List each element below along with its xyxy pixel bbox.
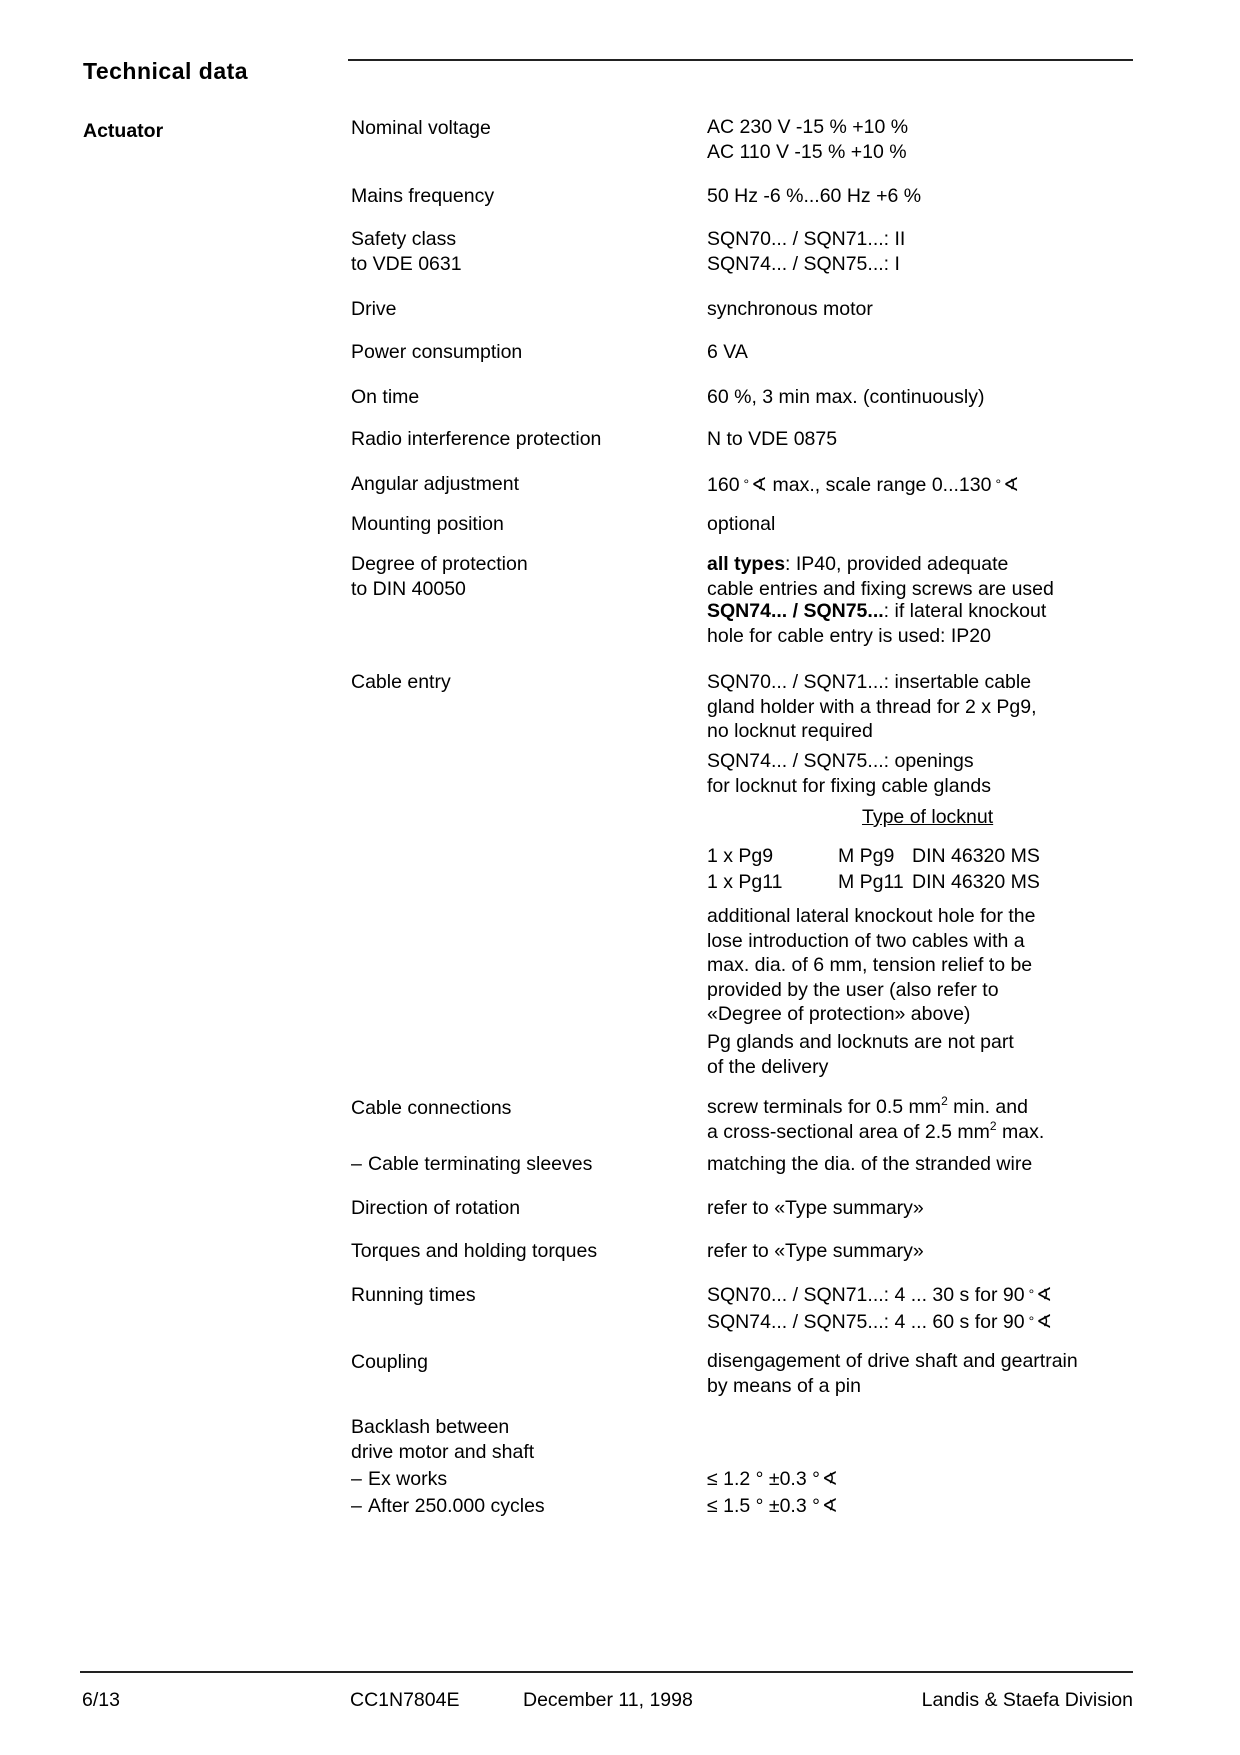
value-line: gland holder with a thread for 2 x Pg9, bbox=[707, 695, 1037, 718]
locknut-table-header: Type of locknut bbox=[862, 806, 994, 828]
spec-value-cable-connections bbox=[707, 1095, 1044, 1144]
section-heading: Actuator bbox=[83, 120, 164, 142]
footer-doc-number: CC1N7804E bbox=[350, 1689, 460, 1711]
spec-value-cable-entry-p3 bbox=[707, 904, 1035, 1027]
value-line: hole for cable entry is used: IP20 bbox=[707, 624, 991, 647]
value-line: AC 230 V -15 % +10 % bbox=[707, 116, 909, 138]
value-line: lose introduction of two cables with a bbox=[707, 929, 1025, 952]
locknut-row bbox=[707, 870, 1040, 895]
superscript: 2 bbox=[941, 1094, 948, 1108]
locknut-type: M Pg9 bbox=[838, 845, 895, 867]
value-line: no locknut required bbox=[707, 720, 873, 742]
degree-icon: ° bbox=[1028, 1312, 1035, 1329]
spec-value-running-times bbox=[707, 1282, 1052, 1335]
superscript: 2 bbox=[989, 1118, 997, 1133]
label-line: Degree of protection bbox=[351, 553, 528, 575]
value-text: screw terminals for 0.5 mm bbox=[707, 1096, 942, 1118]
value-line: cable entries and fixing screws are used bbox=[707, 577, 1054, 600]
footer-division: Landis & Staefa Division bbox=[921, 1689, 1133, 1711]
value-line bbox=[707, 1282, 1052, 1309]
value-line bbox=[707, 599, 1046, 624]
value-text: max., scale range 0...130 bbox=[772, 474, 992, 496]
spec-value-torques: refer to «Type summary» bbox=[707, 1240, 924, 1262]
header-rule bbox=[348, 59, 1133, 61]
value-line: SQN74... / SQN75...: I bbox=[707, 252, 900, 275]
value-text: max. bbox=[996, 1120, 1045, 1143]
spec-label-cable-sleeves bbox=[351, 1152, 592, 1177]
spec-value-angular-adjustment bbox=[707, 472, 1019, 499]
value-line: max. dia. of 6 mm, tension relief to be bbox=[707, 954, 1033, 976]
spec-value-on-time: 60 %, 3 min max. (continuously) bbox=[707, 386, 985, 408]
value-text: SQN74... / SQN75...: 4 ... 60 s for 90 bbox=[707, 1310, 1025, 1333]
value-line: provided by the user (also refer to bbox=[707, 978, 999, 1001]
footer-rule bbox=[80, 1671, 1133, 1673]
spec-label-torques: Torques and holding torques bbox=[351, 1240, 598, 1262]
label-line: to VDE 0631 bbox=[351, 252, 462, 275]
locknut-size: 1 x Pg11 bbox=[707, 871, 783, 893]
spec-value-backlash-ex-works bbox=[707, 1467, 838, 1493]
dash-bullet: – bbox=[351, 1153, 362, 1175]
degree-icon: ° bbox=[995, 476, 1002, 492]
spec-label-angular-adjustment: Angular adjustment bbox=[351, 473, 520, 495]
spec-label-drive: Drive bbox=[351, 298, 397, 320]
label-line: Safety class bbox=[351, 228, 457, 250]
spec-label-backlash-ex-works bbox=[351, 1467, 447, 1492]
spec-label-safety-class bbox=[351, 227, 462, 276]
spec-value-mounting-position: optional bbox=[707, 513, 776, 535]
value-line: AC 110 V -15 % +10 % bbox=[707, 140, 907, 163]
value-text: : if lateral knockout bbox=[883, 600, 1047, 622]
value-line: by means of a pin bbox=[707, 1374, 861, 1397]
footer-page-number: 6/13 bbox=[82, 1689, 120, 1711]
value-text: SQN70... / SQN71...: 4 ... 30 s for 90 bbox=[707, 1284, 1025, 1306]
angle-icon: ∢ bbox=[1003, 475, 1019, 496]
footer-date: December 11, 1998 bbox=[523, 1689, 693, 1711]
value-line: disengagement of drive shaft and geartrain bbox=[707, 1350, 1078, 1372]
spec-value-backlash-after-cycles bbox=[707, 1494, 838, 1520]
spec-value-coupling bbox=[707, 1349, 1078, 1398]
value-line: SQN74... / SQN75...: openings bbox=[707, 750, 974, 772]
spec-value-cable-entry-p1 bbox=[707, 670, 1037, 744]
value-text: ≤ 1.5 ° ±0.3 ° bbox=[707, 1495, 820, 1517]
label-line: drive motor and shaft bbox=[351, 1440, 535, 1463]
value-line: «Degree of protection» above) bbox=[707, 1003, 971, 1025]
locknut-standard: DIN 46320 MS bbox=[912, 845, 1040, 867]
locknut-standard: DIN 46320 MS bbox=[912, 871, 1040, 893]
spec-value-power-consumption: 6 VA bbox=[707, 341, 748, 363]
spec-label-backlash-after-cycles bbox=[351, 1494, 545, 1519]
value-line: additional lateral knockout hole for the bbox=[707, 905, 1036, 927]
spec-label-backlash bbox=[351, 1415, 534, 1464]
value-text: a cross-sectional area of 2.5 mm bbox=[707, 1120, 990, 1143]
spec-value-degree-of-protection-sqn74 bbox=[707, 599, 1046, 648]
value-line: SQN70... / SQN71...: II bbox=[707, 228, 906, 250]
value-line bbox=[707, 1120, 1044, 1145]
page-title: Technical data bbox=[83, 58, 249, 84]
spec-label-radio-interference: Radio interference protection bbox=[351, 428, 602, 450]
spec-label-mounting-position: Mounting position bbox=[351, 513, 504, 535]
spec-label-coupling: Coupling bbox=[351, 1351, 428, 1373]
spec-label-direction-of-rotation: Direction of rotation bbox=[351, 1197, 521, 1219]
degree-icon: ° bbox=[743, 476, 750, 492]
value-text: : IP40, provided adequate bbox=[785, 553, 1009, 575]
spec-value-drive: synchronous motor bbox=[707, 298, 873, 320]
spec-value-degree-of-protection bbox=[707, 552, 1054, 601]
label-line: to DIN 40050 bbox=[351, 577, 466, 600]
spec-value-cable-sleeves: matching the dia. of the stranded wire bbox=[707, 1153, 1033, 1175]
spec-value-direction-of-rotation: refer to «Type summary» bbox=[707, 1197, 924, 1219]
label-text: Ex works bbox=[368, 1468, 448, 1490]
angle-icon: ∢ bbox=[821, 1469, 838, 1490]
angle-icon: ∢ bbox=[751, 475, 768, 496]
value-line: Pg glands and locknuts are not part bbox=[707, 1031, 1014, 1053]
spec-value-mains-frequency: 50 Hz -6 %...60 Hz +6 % bbox=[707, 185, 922, 207]
value-text: ≤ 1.2 ° ±0.3 ° bbox=[707, 1468, 820, 1490]
spec-value-cable-entry-p2 bbox=[707, 749, 991, 798]
angle-icon: ∢ bbox=[821, 1496, 838, 1517]
dash-bullet: – bbox=[351, 1495, 362, 1517]
value-line: SQN70... / SQN71...: insertable cable bbox=[707, 671, 1032, 693]
spec-value-safety-class bbox=[707, 227, 905, 276]
degree-icon: ° bbox=[1028, 1286, 1035, 1302]
value-line bbox=[707, 552, 1054, 577]
spec-label-degree-of-protection bbox=[351, 552, 528, 601]
label-text: Cable terminating sleeves bbox=[368, 1153, 593, 1175]
locknut-type: M Pg11 bbox=[838, 871, 904, 893]
value-line bbox=[707, 1095, 1044, 1120]
value-line: of the delivery bbox=[707, 1055, 829, 1078]
spec-label-running-times: Running times bbox=[351, 1284, 476, 1306]
spec-label-power-consumption: Power consumption bbox=[351, 341, 523, 363]
spec-label-on-time: On time bbox=[351, 386, 420, 408]
dash-bullet: – bbox=[351, 1468, 362, 1490]
spec-value-nominal-voltage bbox=[707, 115, 908, 164]
locknut-table bbox=[707, 844, 1040, 896]
locknut-row bbox=[707, 844, 1040, 869]
value-line: for locknut for fixing cable glands bbox=[707, 774, 991, 797]
spec-label-mains-frequency: Mains frequency bbox=[351, 185, 495, 207]
spec-value-radio-interference: N to VDE 0875 bbox=[707, 428, 838, 450]
spec-label-cable-entry: Cable entry bbox=[351, 671, 451, 693]
value-text: 160 bbox=[707, 474, 740, 496]
spec-label-cable-connections: Cable connections bbox=[351, 1097, 512, 1119]
label-text: After 250.000 cycles bbox=[368, 1495, 545, 1517]
spec-value-cable-entry-p4 bbox=[707, 1030, 1014, 1079]
value-text: min. and bbox=[947, 1096, 1028, 1118]
bold-term: all types bbox=[707, 553, 786, 575]
spec-label-nominal-voltage: Nominal voltage bbox=[351, 117, 491, 139]
angle-icon: ∢ bbox=[1036, 1311, 1053, 1333]
bold-term: SQN74... / SQN75... bbox=[707, 600, 884, 622]
value-line bbox=[707, 1309, 1052, 1336]
angle-icon: ∢ bbox=[1036, 1285, 1053, 1306]
label-line: Backlash between bbox=[351, 1416, 510, 1438]
locknut-size: 1 x Pg9 bbox=[707, 845, 774, 867]
